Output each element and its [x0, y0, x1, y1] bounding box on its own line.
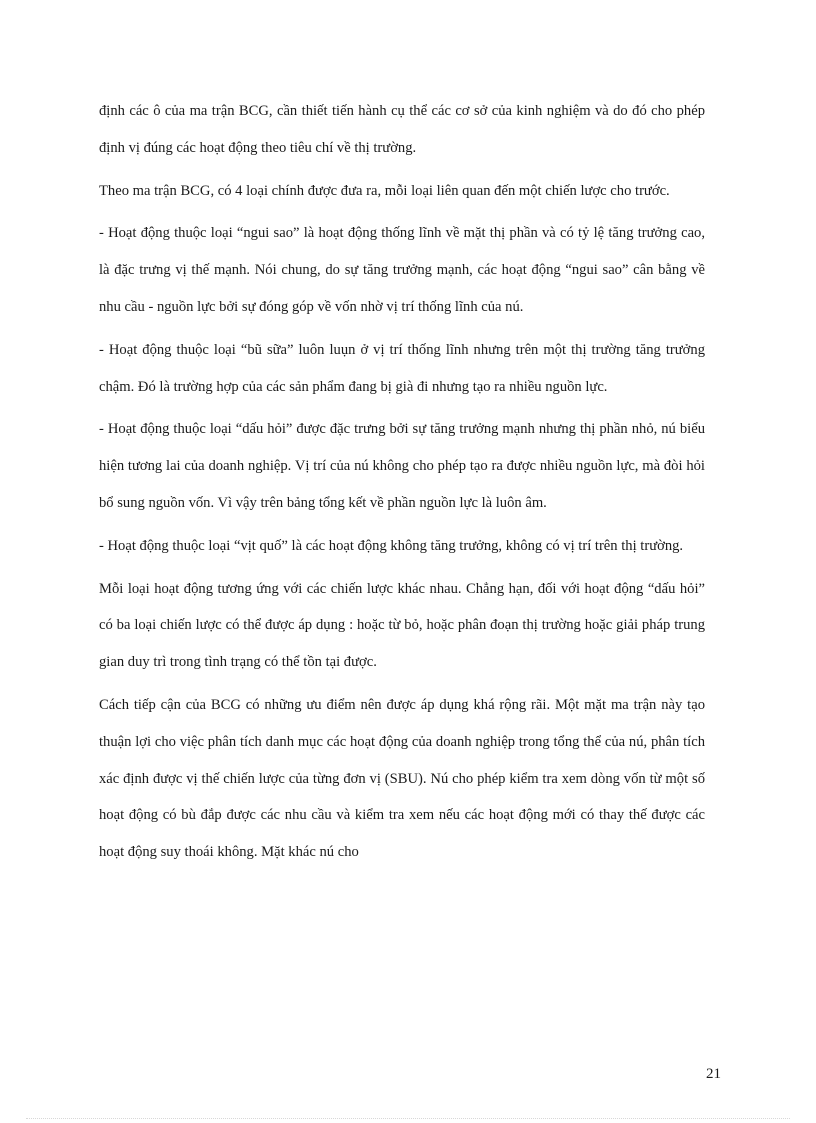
page-bottom-divider — [26, 1118, 790, 1119]
paragraph: Theo ma trận BCG, có 4 loại chính được đưa ra, mỗi loại liên quan đến một chiến lược cho trước. — [99, 182, 670, 199]
paragraph: Mỗi loại hoạt động tương ứng với các chiến lược khác nhau. Chẳng hạn, đối với hoạt động “dấu hỏi” có ba loại chiến lược có thể được áp dụng : hoặc từ bỏ, hoặc phân đoạn thị trường hoặc giải pháp trung gian duy trì trong tình trạng có thể tồn tại được. — [99, 580, 705, 671]
paragraph: Cách tiếp cận của BCG có những ưu điểm nên được áp dụng khá rộng rãi. Một mặt ma trận này tạo thuận lợi cho việc phân tích danh mục các hoạt động của doanh nghiệp trong tổng thể của nú, phân tích xác định được vị thế chiến lược của từng đơn vị (SBU). Nú cho phép kiểm tra xem dòng vốn từ một số hoạt động có bù đắp được các nhu cầu và kiểm tra xem nếu các hoạt động mới có thay thế được các hoạt động suy thoái không. Mặt khác nú cho — [99, 696, 705, 861]
paragraph: - Hoạt động thuộc loại “ngui sao” là hoạt động thống lĩnh về mặt thị phần và có tỷ lệ tăng trưởng cao, là đặc trưng vị thế mạnh. Nói chung, do sự tăng trưởng mạnh, các hoạt động “ngui sao” cân bằng về nhu cầu - nguồn lực bởi sự đóng góp về vốn nhờ vị trí thống lĩnh của nú. — [99, 225, 705, 315]
paragraph: - Hoạt động thuộc loại “vịt quố” là các hoạt động không tăng trưởng, không có vị trí trên thị trường. — [99, 537, 684, 554]
paragraph: - Hoạt động thuộc loại “dấu hỏi” được đặc trưng bởi sự tăng trưởng mạnh nhưng thị phần nhỏ, nú biểu hiện tương lai của doanh nghiệp. Vị trí của nú không cho phép tạo ra được nhiều nguồn lực, mà đòi hỏi bổ sung nguồn vốn. Vì vậy trên bảng tổng kết về phần nguồn lực là luôn âm. — [99, 421, 705, 511]
page-body — [99, 93, 705, 877]
paragraph: định các ô của ma trận BCG, cần thiết tiến hành cụ thể các cơ sở của kinh nghiệm và do đó cho phép định vị đúng các hoạt động theo tiêu chí về thị trường. — [99, 103, 705, 156]
page-number: 21 — [706, 1066, 721, 1082]
paragraph: - Hoạt động thuộc loại “bũ sữa” luôn luụn ở vị trí thống lĩnh nhưng trên một thị trường tăng trưởng chậm. Đó là trường hợp của các sản phẩm đang bị già đi nhưng tạo ra nhiều nguồn lực. — [99, 341, 705, 395]
